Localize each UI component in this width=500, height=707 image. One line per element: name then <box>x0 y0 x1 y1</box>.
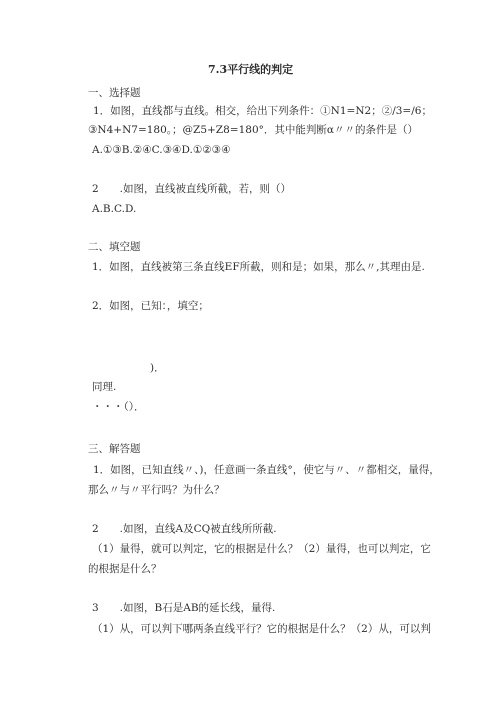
answer-q3-line1: 3 .如图，B石是AB的延长线，量得. <box>92 602 276 614</box>
answer-q2-line2: （1）量得，就可以判定，它的根据是什么？（2）量得，也可以判定，它 <box>92 543 431 555</box>
answer-q1-line1: 1．如图，已知直线〃、)，任意画一条直线°，使它与〃、〃都相交，量得， <box>93 464 440 476</box>
answer-q1-line2: 那么〃与〃平行吗？为什么？ <box>88 484 225 496</box>
section-answer-heading: 三、解答题 <box>88 443 141 455</box>
fill-blank-paren: )． <box>150 362 165 374</box>
page-title: 7.3平行线的判定 <box>208 63 294 76</box>
choice-q1-line1: 1．如图，直线都与直线。相交，给出下列条件：①N1=N2；②/3=/6； <box>93 105 432 117</box>
choice-q1-line2: ③N4+N7=180。；@Z5+Z8=180°．其中能判断α〃〃的条件是（） <box>88 124 418 136</box>
answer-q2-line3: 的根据是什么？ <box>88 563 162 575</box>
section-fill-heading: 二、填空题 <box>88 241 141 253</box>
fill-q2: 2．如图，已知：，填空； <box>92 300 209 312</box>
choice-q2-line1: 2 .如图，直线被直线所截，若，则（） <box>92 183 292 195</box>
answer-q2-line1: 2 .如图，直线A及CQ被直线所所截. <box>92 523 277 535</box>
section-choice-heading: 一、选择题 <box>88 87 141 99</box>
fill-same: 同理. <box>92 381 117 393</box>
answer-q3-line2: （1）从，可以判下哪两条直线平行？它的根据是什么？（2）从，可以判 <box>92 623 431 635</box>
choice-q1-options: A.①③B.②④C.③④D.①②③④ <box>92 144 231 156</box>
fill-q1: 1．如图，直线被第三条直线EF所截，则和是；如果，那么〃,其理由是. <box>92 261 425 273</box>
choice-q2-options: A.B.C.D. <box>92 203 137 215</box>
fill-dots: ・・・（）． <box>92 401 145 413</box>
